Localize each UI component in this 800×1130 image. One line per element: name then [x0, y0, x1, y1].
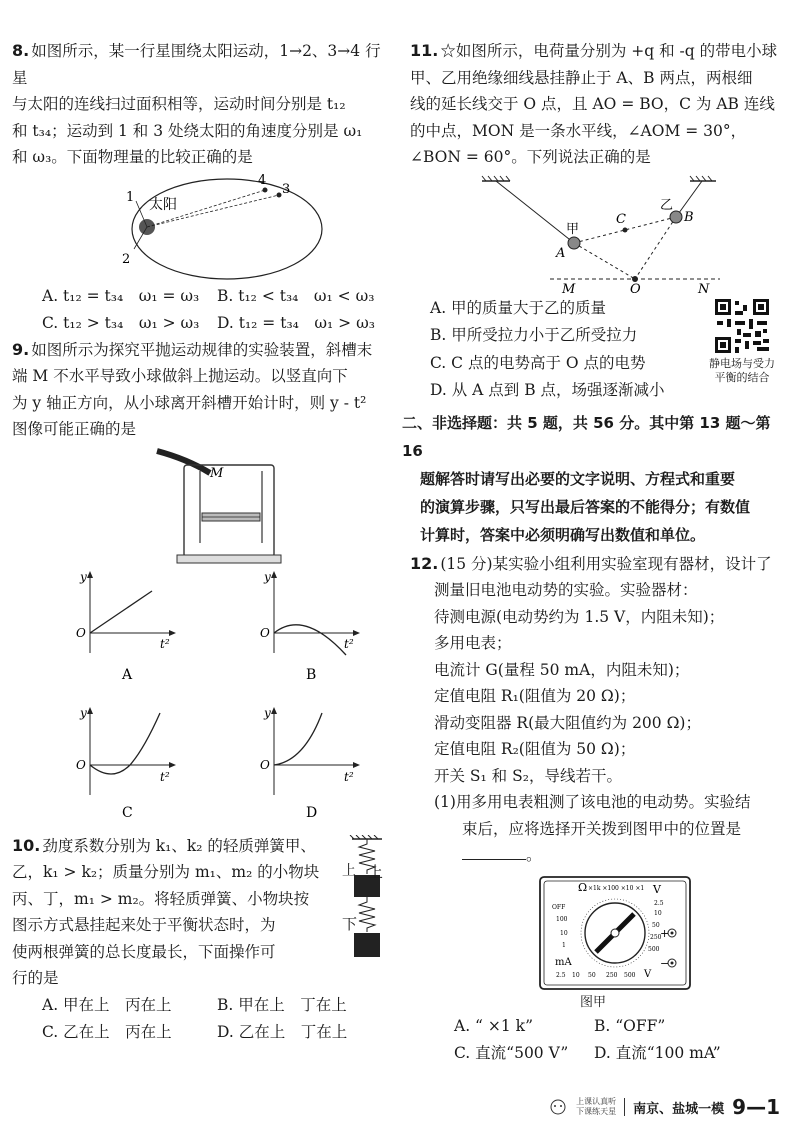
- svg-text:y: y: [80, 705, 87, 720]
- q10-options: [42, 992, 390, 1046]
- q8-line: 8. 如图所示，某一行星围绕太阳运动，1→2、3→4 行星: [12, 41, 381, 87]
- question-9: [12, 337, 390, 831]
- svg-text:×1k ×100 ×10 ×1: ×1k ×100 ×10 ×1: [588, 884, 645, 892]
- svg-text:t²: t²: [344, 769, 354, 784]
- q8-line: 与太阳的连线扫过面积相等，运动时间分别是 t₁₂: [12, 95, 346, 113]
- question-number: 12.: [410, 553, 439, 573]
- q12-sub1-line: 束后，应将选择开关拨到图甲中的位置是: [462, 819, 742, 838]
- svg-text:t²: t²: [160, 769, 170, 784]
- svg-text:10: 10: [560, 929, 568, 937]
- svg-text:C: C: [122, 804, 133, 821]
- multimeter-figure: [410, 873, 788, 993]
- svg-text:10: 10: [572, 971, 580, 979]
- option-c: C. t₁₂ > t₃₄ ω₁ > ω₃: [42, 313, 200, 332]
- svg-text:y: y: [80, 569, 87, 584]
- q10-line: 图示方式悬挂起来处于平衡状态时，为: [12, 916, 276, 934]
- q8-line: 和 ω₃。下面物理量的比较正确的是: [12, 148, 253, 166]
- sun-label: 太阳: [149, 196, 177, 213]
- svg-text:3: 3: [282, 181, 291, 197]
- q9-line: 图像可能正确的是: [12, 420, 137, 438]
- svg-text:Ω: Ω: [578, 880, 588, 894]
- graph-a: [76, 570, 176, 683]
- svg-text:M: M: [562, 281, 576, 295]
- footer-context: 南京、盐城一模: [633, 1101, 725, 1117]
- option-a: A. t₁₂ = t₃₄ ω₁ = ω₃: [42, 286, 200, 305]
- question-number: 10.: [12, 835, 41, 855]
- option-a: A. 甲在上 丙在上: [42, 995, 172, 1014]
- svg-text:OFF: OFF: [552, 903, 566, 911]
- q12-line: 多用电表；: [434, 634, 512, 652]
- charged-balls-figure: [410, 171, 788, 295]
- option-a: A. “ ×1 k”: [454, 1016, 533, 1035]
- svg-text:y: y: [264, 569, 271, 584]
- svg-text:N: N: [698, 281, 710, 295]
- svg-text:O: O: [76, 625, 86, 640]
- q12-line: 滑动变阻器 R(最大阻值约为 200 Ω)；: [434, 713, 701, 732]
- svg-text:50: 50: [652, 921, 660, 929]
- svg-text:B: B: [684, 209, 694, 225]
- svg-text:500: 500: [624, 971, 636, 979]
- option-b: B. t₁₂ < t₃₄ ω₁ < ω₃: [217, 286, 375, 305]
- orbit-ellipse: [132, 179, 322, 279]
- svg-text:O: O: [630, 281, 641, 295]
- ball-jia: [568, 237, 580, 249]
- svg-text:mA: mA: [555, 956, 572, 968]
- question-10: [12, 833, 390, 1046]
- label-top: 上: [368, 862, 384, 881]
- yt2-graphs: [12, 569, 390, 831]
- option-c: C. 直流“500 V”: [454, 1043, 569, 1062]
- qr-caption: 静电场与受力: [709, 356, 775, 370]
- q10-line: 乙，k₁ > k₂；质量分别为 m₁、m₂ 的小物块: [12, 863, 320, 881]
- answer-blank[interactable]: [462, 843, 526, 860]
- left-column: [12, 38, 390, 1046]
- option-c: C. 乙在上 丙在上: [42, 1022, 172, 1041]
- orbit-figure: [12, 171, 390, 283]
- svg-text:2.5: 2.5: [654, 899, 664, 907]
- svg-text:2.5: 2.5: [556, 971, 566, 979]
- svg-text:4: 4: [258, 172, 267, 188]
- qr-code-icon[interactable]: [713, 297, 771, 355]
- svg-text:t²: t²: [160, 636, 170, 651]
- q11-line: 11. ☆如图所示，电荷量分别为 +q 和 -q 的带电小球: [410, 41, 778, 60]
- svg-text:500: 500: [648, 945, 660, 953]
- svg-text:1: 1: [562, 941, 566, 949]
- q10-line: 10. 劲度系数分别为 k₁、k₂ 的轻质弹簧甲、: [12, 835, 316, 855]
- svg-text:50: 50: [588, 971, 596, 979]
- option-d: D. 直流“100 mA”: [594, 1043, 721, 1062]
- section-2-header: 二、非选择题：共 5 题，共 56 分。其中第 13 题～第 16 题解答时请写出必要的文字说明、方程式和重要 的演算步骤，只写出最后答案的不能得分；有数值 计算时，答案中必须明确写出数值和单位。: [402, 413, 771, 544]
- question-number: 9.: [12, 339, 30, 359]
- svg-text:O: O: [76, 757, 86, 772]
- svg-text:−: −: [660, 956, 670, 970]
- spring-figure: [342, 835, 392, 967]
- svg-text:D: D: [306, 804, 318, 821]
- option-d: D. 从 A 点到 B 点，场强逐渐减小: [430, 381, 665, 399]
- apparatus-figure: [12, 443, 390, 569]
- q9-line: 为 y 轴正方向，从小球离开斜槽开始计时，则 y - t²: [12, 393, 367, 412]
- svg-text:V: V: [653, 882, 661, 896]
- option-d: D. t₁₂ = t₃₄ ω₁ > ω₃: [217, 313, 375, 332]
- q10-line: 行的是: [12, 969, 59, 987]
- q12-options: [454, 1013, 788, 1067]
- svg-text:+: +: [660, 926, 670, 940]
- right-column: [402, 38, 788, 1067]
- question-number: 8.: [12, 41, 30, 60]
- svg-text:B: B: [306, 666, 317, 683]
- page-number: 9—1: [732, 1095, 780, 1119]
- q12-line: 定值电阻 R₂(阻值为 50 Ω)；: [434, 740, 636, 758]
- svg-text:250: 250: [650, 933, 662, 941]
- svg-text:10: 10: [654, 909, 662, 917]
- qr-caption: 平衡的结合: [714, 370, 770, 384]
- graph-d: [260, 706, 360, 821]
- q9-line: 端 M 不水平导致小球做斜上抛运动。以竖直向下: [12, 367, 348, 385]
- label-bottom: 下: [342, 914, 358, 933]
- svg-text:V: V: [644, 968, 652, 980]
- q12-line: 电流计 G(量程 50 mA，内阻未知)；: [434, 660, 690, 679]
- q11-line: 的中点，MON 是一条水平线，∠AOM = 30°，: [410, 121, 747, 140]
- option-b: B. “OFF”: [594, 1016, 666, 1035]
- q12-answer-blank: 。: [462, 842, 788, 869]
- svg-text:甲: 甲: [566, 221, 580, 237]
- q12-line: 测量旧电池电动势的实验。实验器材：: [434, 581, 698, 599]
- q9-line: 9. 如图所示为探究平抛运动规律的实验装置，斜槽末: [12, 339, 373, 359]
- option-b: B. 甲在上 丁在上: [217, 995, 347, 1014]
- option-d: D. 乙在上 丁在上: [217, 1022, 348, 1041]
- q8-options: [42, 283, 390, 337]
- question-11: [410, 38, 788, 405]
- svg-text:乙: 乙: [660, 197, 674, 213]
- svg-text:A: A: [556, 245, 566, 261]
- q12-line: 待测电源(电动势约为 1.5 V，内阻未知)；: [434, 607, 725, 626]
- option-c: C. C 点的电势高于 O 点的电势: [430, 353, 646, 372]
- qr-block: [702, 297, 782, 385]
- question-8: [12, 38, 390, 337]
- svg-text:M: M: [210, 465, 224, 481]
- question-12: [410, 551, 788, 1067]
- q8-line: 和 t₃₄；运动到 1 和 3 处绕太阳的角速度分别是 ω₁: [12, 121, 363, 140]
- svg-text:O: O: [260, 757, 270, 772]
- q12-sub1-line: (1)用多用电表粗测了该电池的电动势。实验结: [434, 793, 751, 811]
- svg-text:上: 上: [342, 862, 356, 879]
- svg-text:C: C: [616, 211, 626, 227]
- svg-text:250: 250: [606, 971, 618, 979]
- option-b: B. 甲所受拉力小于乙所受拉力: [430, 326, 638, 344]
- q10-line: 使两根弹簧的总长度最长，下面操作可: [12, 942, 276, 961]
- footer-slogan: 上课认真听 下课练天星: [576, 1097, 617, 1116]
- svg-text:1: 1: [126, 189, 135, 205]
- graph-b: [260, 570, 360, 683]
- q11-line: 线的延长线交于 O 点，且 AO = BO，C 为 AB 连线: [410, 95, 775, 113]
- svg-text:2: 2: [122, 251, 131, 267]
- page-footer: [548, 1094, 780, 1120]
- q11-line: 甲、乙用绝缘细线悬挂静止于 A、B 两点，两根细: [410, 68, 753, 87]
- q10-line: 丙、丁，m₁ > m₂。将轻质弹簧、小物块按: [12, 889, 310, 908]
- svg-text:100: 100: [556, 915, 568, 923]
- q11-line: ∠BON = 60°。下列说法正确的是: [410, 148, 651, 166]
- graph-c: [76, 706, 176, 821]
- q12-line: 12. (15 分)某实验小组利用实验室现有器材，设计了: [410, 553, 772, 573]
- svg-text:O: O: [260, 625, 270, 640]
- mascot-icon: [548, 1098, 568, 1116]
- q12-line: 开关 S₁ 和 S₂，导线若干。: [434, 766, 622, 785]
- q12-line: 定值电阻 R₁(阻值为 20 Ω)；: [434, 687, 636, 705]
- svg-text:A: A: [122, 666, 133, 683]
- option-a: A. 甲的质量大于乙的质量: [430, 298, 607, 317]
- svg-text:y: y: [264, 705, 271, 720]
- figure-caption: 图甲: [579, 994, 606, 1010]
- svg-text:t²: t²: [344, 636, 354, 651]
- question-number: 11.: [410, 41, 439, 60]
